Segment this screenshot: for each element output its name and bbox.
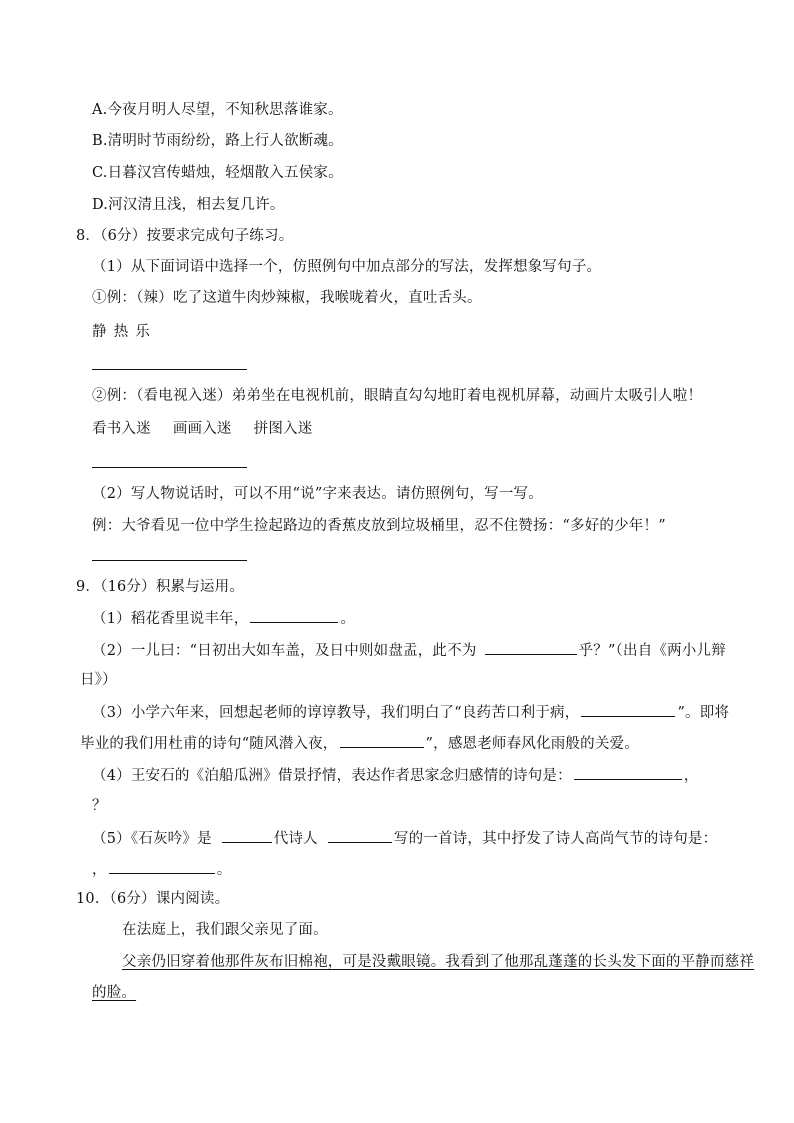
q10-title: 10．（6分）课内阅读。 [76,891,230,907]
item-text: （1）稻花香里说丰年， [92,611,249,627]
q8-title: 8．（6分）按要求完成句子练习。 [76,228,294,244]
word-choice: 画画入迷 [172,421,232,437]
q9-item4 [92,765,699,786]
option-letter: A. [92,102,108,118]
q8-example1: ①例：（辣）吃了这道牛肉炒辣椒，我喉咙着火，直吐舌头。 [92,290,482,306]
item-text: 。 [216,862,232,878]
q8-sub2: （2）写人物说话时，可以不用“说”字来表达。请仿照例句，写一写。 [92,486,543,502]
option-b [92,131,343,151]
q9-item3-cont [80,733,639,754]
q9-item5-cont [92,859,231,880]
q9-title: 9．（16分）积累与运用。 [76,579,245,595]
answer-blank[interactable] [328,828,392,843]
q10-paragraph-1: 在法庭上，我们跟父亲见了面。 [122,922,328,938]
item-text: 写的一首诗，其中抒发了诗人高尚气节的诗句是： [393,831,718,847]
answer-blank[interactable] [109,859,215,874]
word-choice: 静 [92,324,107,340]
q8-word-choices-2 [92,419,312,439]
answer-blank[interactable] [92,560,247,561]
q8-sub1: （1）从下面词语中选择一个，仿照例句中加点部分的写法，发挥想象写句子。 [92,259,602,275]
option-a [92,100,343,120]
q9-item4-cont: ？ [92,798,107,814]
answer-blank[interactable] [92,467,247,468]
answer-blank[interactable] [222,828,272,843]
item-text: 代诗人 [273,831,318,847]
q9-item2-cont: 日》） [80,672,117,688]
answer-blank[interactable] [92,369,247,370]
answer-blank[interactable] [485,640,577,655]
q9-item1 [92,608,355,629]
option-text: 日暮汉宫传蜡烛，轻烟散入五侯家。 [107,165,343,181]
word-choice: 看书入迷 [92,421,151,437]
item-text: ， [92,862,107,878]
option-text: 清明时节雨纷纷，路上行人欲断魂。 [107,133,343,149]
item-text: （4）王安石的《泊船瓜洲》借景抒情，表达作者思家念归感情的诗句是： [92,768,572,784]
option-text: 今夜月明人尽望，不知秋思落谁家。 [107,102,343,118]
word-choice: 热 [113,324,129,340]
option-letter: C. [92,165,108,181]
option-letter: B. [92,133,108,149]
item-text: 。 [340,611,356,627]
item-text: ”，感恩老师春风化雨般的关爱。 [425,736,639,752]
q9-item3 [92,702,729,723]
option-c [92,163,343,183]
q10-paragraph-2-cont: 的脸。 [92,985,137,1001]
q8-example2: ②例：（看电视入迷）弟弟坐在电视机前，眼睛直勾勾地盯着电视机屏幕，动画片太吸引人啦！ [92,388,703,404]
answer-blank[interactable] [581,702,675,717]
q9-item5 [92,828,717,849]
item-text: （3）小学六年来，回想起老师的谆谆教导，我们明白了“良药苦口利于病， [92,705,580,721]
item-text: 乎？”（出自《两小儿辩 [578,643,726,659]
item-text: （2）一儿曰：“日初出大如车盖，及日中则如盘盂，此不为 [92,643,477,659]
item-text: （5）《石灰吟》是 [92,831,212,847]
answer-blank[interactable] [574,765,682,780]
item-text: ， [683,768,699,784]
item-text: ”。即将 [677,705,730,721]
option-letter: D. [92,197,109,213]
word-choice: 乐 [135,324,151,340]
answer-blank[interactable] [340,733,424,748]
option-text: 河汉清且浅，相去复几许。 [108,197,285,213]
word-choice: 拼图入迷 [253,421,313,437]
option-d [92,195,285,215]
q8-word-choices-1 [92,322,150,342]
q8-example3: 例：大爷看见一位中学生捡起路边的香蕉皮放到垃圾桶里，忍不住赞扬：“多好的少年！” [92,518,666,534]
item-text: 毕业的我们用杜甫的诗句“随风潜入夜， [80,736,338,752]
answer-blank[interactable] [250,608,338,623]
q10-paragraph-2: 父亲仍旧穿着他那件灰布旧棉袍，可是没戴眼镜。我看到了他那乱蓬蓬的长头发下面的平静而慈祥 [122,954,755,970]
q9-item2 [92,640,726,661]
